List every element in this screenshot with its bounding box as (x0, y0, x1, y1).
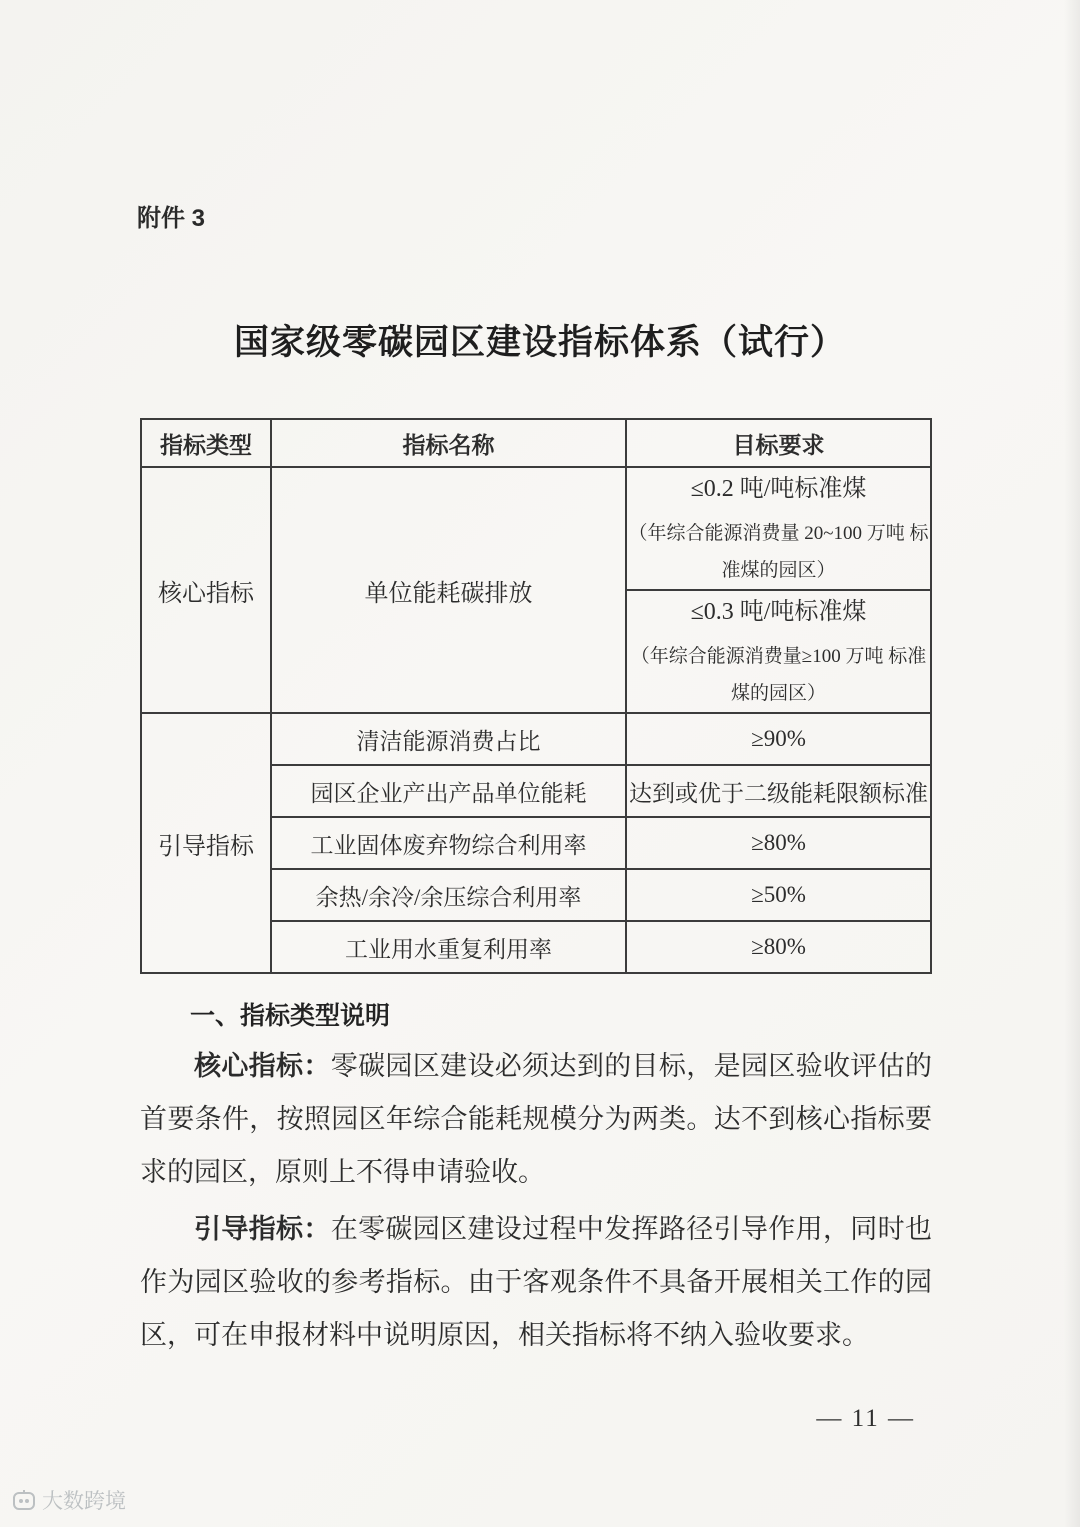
guide-name-cell: 余热/余冷/余压综合利用率 (271, 869, 626, 921)
core-type-cell: 核心指标 (141, 467, 271, 713)
requirement-value: ≤0.2 吨/吨标准煤 (690, 476, 867, 502)
attachment-label: 附件 3 (137, 205, 206, 232)
indicator-table (140, 418, 932, 974)
core-name-cell: 单位能耗碳排放 (271, 467, 626, 713)
table-header-row (141, 419, 931, 467)
requirement-note: （年综合能源消费量≥100 万吨 标准煤的园区） (630, 646, 927, 704)
paragraph-text: 零碳园区建设必须达到的目标，是园区验收评估的首要条件，按照园区年综合能耗规模分为两类。达不到核心指标要求的园区，原则上不得申请验收。 (140, 1051, 933, 1187)
guide-name-cell: 清洁能源消费占比 (271, 713, 626, 765)
guide-req-cell: ≥50% (626, 869, 931, 921)
paragraph-text: 在零碳园区建设过程中发挥路径引导作用，同时也作为园区验收的参考指标。由于客观条件不具备开展相关工作的园区，可在申报材料中说明原因，相关指标将不纳入验收要求。 (140, 1214, 933, 1350)
watermark-text: 大数跨境 (42, 1490, 126, 1513)
guide-req-cell: ≥90% (626, 713, 931, 765)
table-row (141, 713, 931, 765)
header-target-requirement: 目标要求 (626, 419, 931, 467)
paragraph-lead: 引导指标： (194, 1214, 331, 1244)
requirement-value: ≤0.3 吨/吨标准煤 (690, 599, 867, 625)
core-requirement-cell (626, 467, 931, 590)
paragraph-core-indicator (140, 1040, 932, 1199)
page-title: 国家级零碳园区建设指标体系（试行） (233, 323, 846, 362)
watermark (12, 1485, 126, 1515)
table-row (141, 467, 931, 590)
guide-req-cell: ≥80% (626, 817, 931, 869)
watermark-logo-icon (12, 1488, 36, 1512)
guide-type-cell: 引导指标 (141, 713, 271, 973)
guide-req-cell: ≥80% (626, 921, 931, 973)
header-indicator-type: 指标类型 (141, 419, 271, 467)
guide-name-cell: 工业固体废弃物综合利用率 (271, 817, 626, 869)
header-indicator-name: 指标名称 (271, 419, 626, 467)
guide-name-cell: 工业用水重复利用率 (271, 921, 626, 973)
requirement-note: （年综合能源消费量 20~100 万吨 标准煤的园区） (628, 523, 929, 581)
page-number: — 11 — (816, 1405, 915, 1432)
guide-req-cell: 达到或优于二级能耗限额标准 (626, 765, 931, 817)
guide-name-cell: 园区企业产出产品单位能耗 (271, 765, 626, 817)
section-heading: 一、指标类型说明 (190, 1002, 391, 1030)
paragraph-guide-indicator (140, 1203, 932, 1362)
core-requirement-cell (626, 590, 931, 713)
paragraph-lead: 核心指标： (194, 1051, 331, 1081)
scan-edge-artifact (1064, 0, 1080, 1527)
